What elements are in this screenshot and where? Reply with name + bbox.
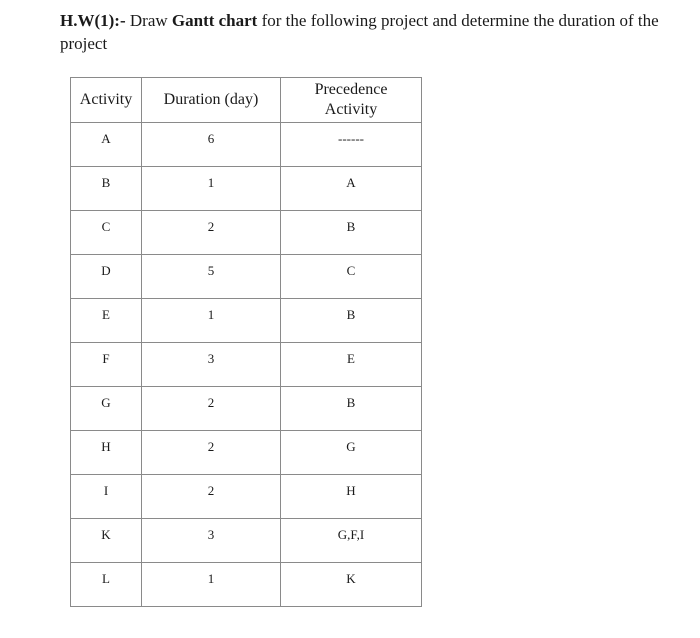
cell-precedence-text: A: [346, 174, 356, 190]
cell-precedence-text: B: [346, 306, 356, 322]
cell-duration-text: 2: [207, 218, 215, 234]
cell-precedence: [281, 299, 422, 343]
cell-duration: [142, 343, 281, 387]
cell-precedence-text: ------: [338, 130, 364, 146]
cell-precedence-text: H: [346, 482, 356, 498]
homework-heading: [60, 9, 660, 55]
cell-duration: [142, 431, 281, 475]
cell-duration: [142, 255, 281, 299]
header-precedence-text: Precedence Activity: [314, 81, 388, 118]
cell-activity: [71, 563, 142, 607]
activity-table: [70, 77, 422, 607]
cell-duration: [142, 299, 281, 343]
cell-duration-text: 2: [207, 438, 215, 454]
cell-activity: [71, 475, 142, 519]
table-header-row: [71, 78, 422, 123]
cell-duration-text: 1: [207, 570, 215, 586]
cell-duration-text: 2: [207, 482, 215, 498]
cell-duration: [142, 519, 281, 563]
cell-activity-text: H: [101, 438, 111, 454]
cell-precedence: [281, 475, 422, 519]
cell-activity-text: I: [103, 482, 109, 498]
cell-duration-text: 6: [207, 130, 215, 146]
cell-activity: [71, 387, 142, 431]
cell-activity-text: D: [101, 262, 111, 278]
cell-activity: [71, 299, 142, 343]
cell-activity: [71, 123, 142, 167]
cell-duration: [142, 211, 281, 255]
cell-activity: [71, 431, 142, 475]
cell-precedence: [281, 343, 422, 387]
cell-duration-text: 2: [207, 394, 215, 410]
table-row: [71, 563, 422, 607]
cell-precedence: [281, 431, 422, 475]
cell-duration-text: 1: [207, 306, 215, 322]
table-row: [71, 431, 422, 475]
cell-activity-text: G: [101, 394, 111, 410]
header-activity: Activity: [71, 78, 142, 123]
heading-bold-term: Gantt chart: [171, 11, 258, 30]
cell-activity-text: F: [102, 350, 110, 366]
cell-precedence-text: K: [346, 570, 356, 586]
cell-precedence: [281, 563, 422, 607]
table-body: [71, 123, 422, 607]
cell-duration: [142, 563, 281, 607]
cell-duration-text: 3: [207, 526, 215, 542]
header-precedence: [281, 78, 422, 123]
cell-duration: [142, 475, 281, 519]
heading-text-before: Draw: [125, 11, 172, 30]
cell-precedence: [281, 167, 422, 211]
table-row: [71, 211, 422, 255]
heading-text-after: for the following project and determine the duration of the project: [60, 11, 659, 53]
table-row: [71, 387, 422, 431]
table-row: [71, 255, 422, 299]
table-row: [71, 299, 422, 343]
table-row: [71, 519, 422, 563]
cell-precedence-text: B: [346, 394, 356, 410]
cell-activity: [71, 343, 142, 387]
cell-duration-text: 5: [207, 262, 215, 278]
cell-activity-text: L: [102, 570, 110, 586]
cell-duration: [142, 167, 281, 211]
cell-duration: [142, 387, 281, 431]
cell-activity: [71, 211, 142, 255]
cell-activity-text: E: [102, 306, 110, 322]
table-row: [71, 343, 422, 387]
table-row: [71, 475, 422, 519]
cell-precedence: [281, 387, 422, 431]
cell-precedence: [281, 519, 422, 563]
cell-precedence-text: G: [346, 438, 356, 454]
header-duration: Duration (day): [142, 78, 281, 123]
cell-activity: [71, 255, 142, 299]
cell-duration-text: 3: [207, 350, 215, 366]
cell-precedence-text: G,F,I: [337, 526, 365, 542]
cell-duration: [142, 123, 281, 167]
table-row: [71, 167, 422, 211]
cell-precedence: [281, 255, 422, 299]
cell-precedence: [281, 123, 422, 167]
cell-duration-text: 1: [207, 174, 215, 190]
cell-precedence-text: C: [346, 262, 356, 278]
cell-activity-text: B: [101, 174, 111, 190]
cell-activity-text: A: [101, 130, 111, 146]
cell-activity-text: K: [101, 526, 111, 542]
cell-activity: [71, 519, 142, 563]
table-row: [71, 123, 422, 167]
cell-precedence: [281, 211, 422, 255]
cell-activity-text: C: [101, 218, 111, 234]
cell-activity: [71, 167, 142, 211]
cell-precedence-text: E: [347, 350, 355, 366]
homework-label: H.W(1):-: [60, 11, 126, 30]
cell-precedence-text: B: [346, 218, 356, 234]
